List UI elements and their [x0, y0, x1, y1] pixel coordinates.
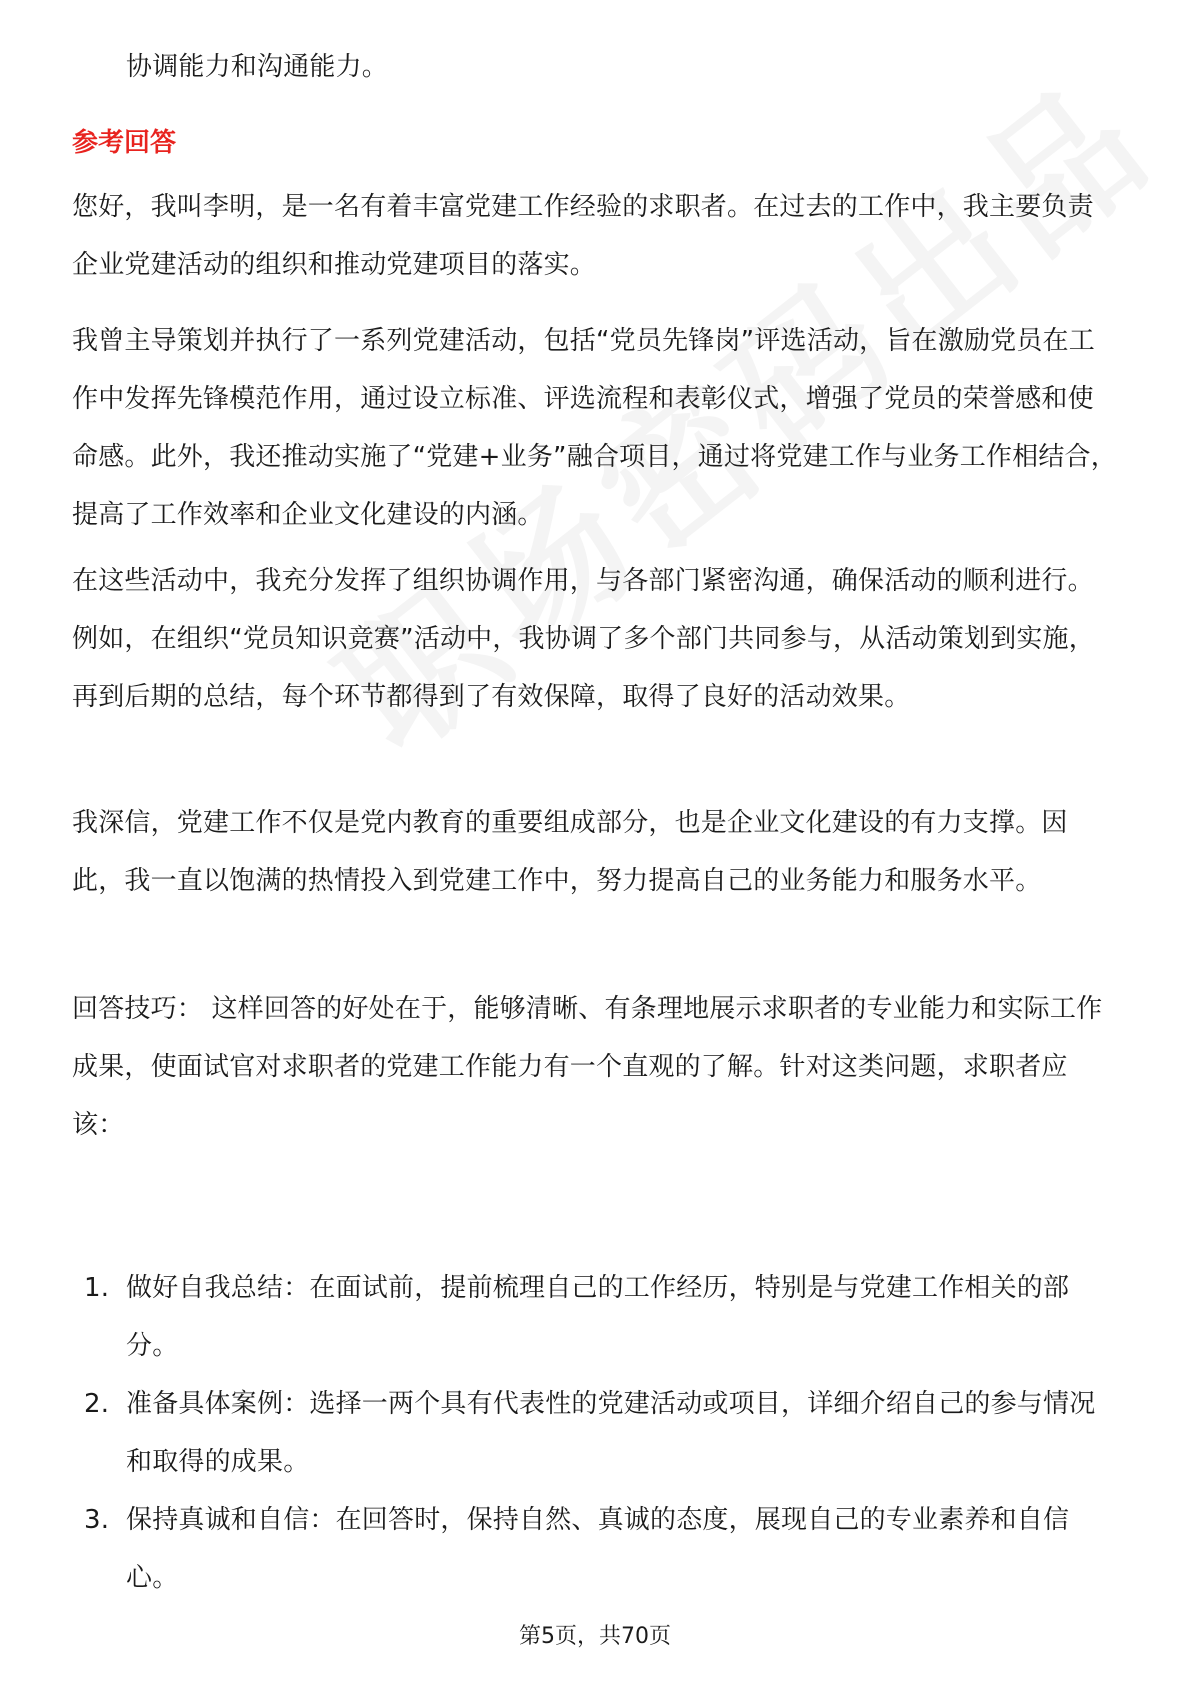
list-item-number: 1.	[84, 1273, 110, 1303]
reference-answer-heading: 参考回答	[72, 128, 177, 158]
paragraph-coordination: 在这些活动中，我充分发挥了组织协调作用，与各部门紧密沟通，确保活动的顺利进行。例如，在组织“党员知识竞赛”活动中，我协调了多个部门共同参与，从活动策划到实施，再到后期的总结，每个环节都得到了有效保障，取得了良好的活动效果。	[72, 566, 1095, 712]
paragraph-activities: 我曾主导策划并执行了一系列党建活动，包括“党员先锋岗”评选活动，旨在激励党员在工作中发挥先锋模范作用，通过设立标准、评选流程和表彰仪式，增强了党员的荣誉感和使命感。此外，我还推动实施了“党建+业务”融合项目，通过将党建工作与业务工作相结合，提高了工作效率和企业文化建设的内涵。	[72, 326, 1117, 530]
list-item-text: 保持真诚和自信：在回答时，保持自然、真诚的态度，展现自己的专业素养和自信心。	[126, 1505, 1070, 1593]
list-item-number: 3.	[84, 1505, 110, 1535]
list-item	[72, 1375, 1118, 1491]
list-item-text: 准备具体案例：选择一两个具有代表性的党建活动或项目，详细介绍自己的参与情况和取得的成果。	[126, 1389, 1096, 1477]
list-item-number: 2.	[84, 1389, 110, 1419]
intro-tail-text: 协调能力和沟通能力。	[126, 52, 389, 82]
list-item	[72, 1259, 1118, 1375]
paragraph-intro: 您好，我叫李明，是一名有着丰富党建工作经验的求职者。在过去的工作中，我主要负责企业党建活动的组织和推动党建项目的落实。	[72, 192, 1094, 280]
tips-list	[72, 1259, 1118, 1607]
page-number-footer: 第5页，共70页	[519, 1624, 671, 1649]
list-item-text: 做好自我总结：在面试前，提前梳理自己的工作经历，特别是与党建工作相关的部分。	[126, 1273, 1070, 1361]
paragraph-answer-tips: 回答技巧： 这样回答的好处在于，能够清晰、有条理地展示求职者的专业能力和实际工作成果，使面试官对求职者的党建工作能力有一个直观的了解。针对这类问题，求职者应该：	[72, 994, 1103, 1140]
paragraph-belief: 我深信，党建工作不仅是党内教育的重要组成部分，也是企业文化建设的有力支撑。因此，我一直以饱满的热情投入到党建工作中，努力提高自己的业务能力和服务水平。	[72, 808, 1068, 896]
list-item	[72, 1491, 1118, 1607]
